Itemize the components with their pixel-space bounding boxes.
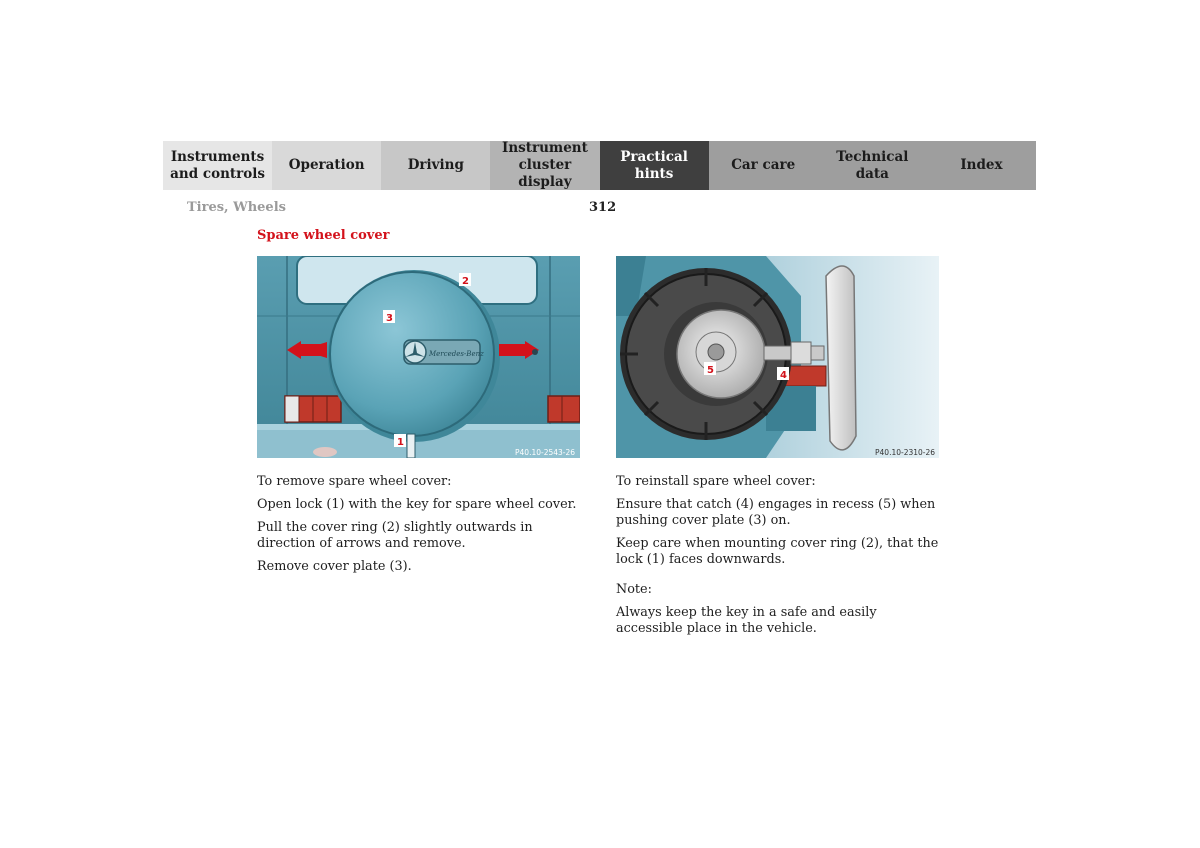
note-text: Always keep the key in a safe and easily accessible place in the vehicle.: [616, 605, 877, 636]
reinstall-intro: To reinstall spare wheel cover:: [616, 474, 816, 489]
tab-index[interactable]: Index: [927, 141, 1036, 190]
tab-driving[interactable]: Driving: [381, 141, 490, 190]
tab-technical-data[interactable]: Technical data: [818, 141, 927, 190]
callout-1: 1: [397, 437, 404, 448]
callout-3: 3: [386, 313, 393, 324]
callout-5: 5: [707, 365, 714, 376]
removal-intro: To remove spare wheel cover:: [257, 474, 452, 489]
tab-practical-hints[interactable]: Practical hints: [600, 141, 709, 190]
removal-step: Open lock (1) with the key for spare wheel cover.: [257, 497, 577, 512]
removal-instructions: [257, 474, 587, 582]
spare-wheel-cover-removal-illustration: [257, 256, 580, 458]
section-label: Tires, Wheels: [187, 200, 286, 215]
tab-instrument-cluster-display[interactable]: Instrument cluster display: [490, 141, 599, 190]
tab-instruments-and-controls[interactable]: Instruments and controls: [163, 141, 272, 190]
chapter-tabs: [163, 141, 1036, 190]
reinstall-instructions: [616, 474, 946, 644]
tab-car-care[interactable]: Car care: [709, 141, 818, 190]
tab-operation[interactable]: Operation: [272, 141, 381, 190]
page-heading: Spare wheel cover: [257, 228, 390, 243]
callout-2: 2: [462, 276, 469, 287]
reinstall-step: Keep care when mounting cover ring (2), that the lock (1) faces downwards.: [616, 536, 939, 567]
removal-step: Pull the cover ring (2) slightly outwards in direction of arrows and remove.: [257, 520, 533, 551]
note-label: Note:: [616, 582, 652, 597]
callout-4: 4: [780, 370, 787, 381]
figure-code-left: P40.10-2543-26: [515, 448, 576, 457]
spare-wheel-cover-install-illustration: [616, 256, 939, 458]
removal-step: Remove cover plate (3).: [257, 559, 412, 574]
figure-code-right: P40.10-2310-26: [875, 448, 936, 457]
emblem-script: Mercedes-Benz: [429, 350, 484, 358]
page-number: 312: [589, 200, 617, 215]
reinstall-step: Ensure that catch (4) engages in recess (5) when pushing cover plate (3) on.: [616, 497, 936, 528]
